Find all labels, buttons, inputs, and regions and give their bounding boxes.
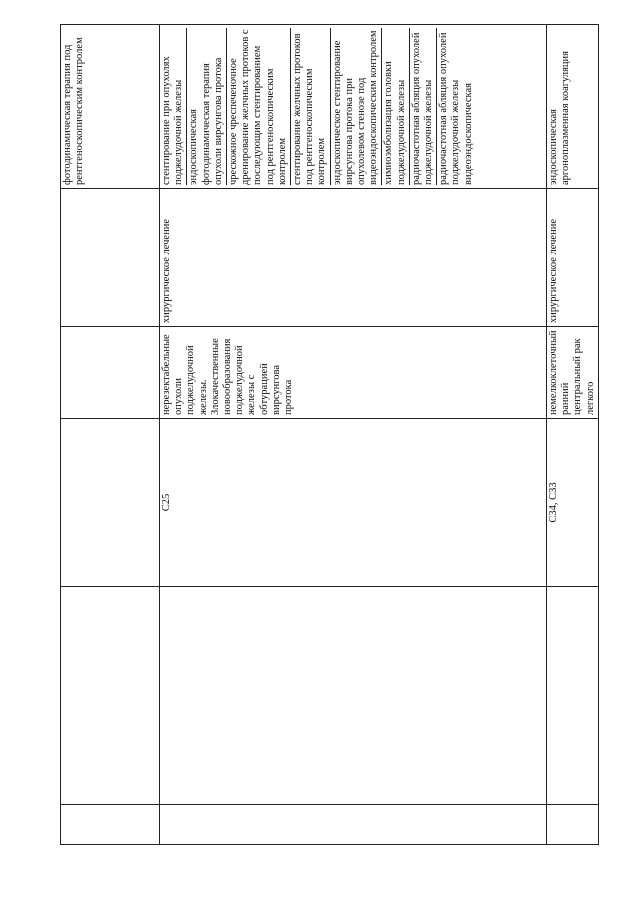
empty-group-cell	[160, 587, 547, 805]
code-cell: C34, C33	[547, 419, 599, 587]
table-row	[547, 25, 599, 845]
table-row	[160, 25, 547, 845]
empty-group-cell	[547, 587, 599, 805]
method-item: эндоскопическая фотодинамическая терапия опухоли вирсунгова протока	[187, 28, 227, 185]
method-item: фотодинамическая терапия под рентгеноскопическим контролем	[62, 37, 86, 185]
empty-number-cell	[547, 805, 599, 845]
method-item: стентирование при опухолях поджелудочной железы	[160, 28, 187, 185]
methods-cell	[61, 25, 160, 189]
method-item: радиочастотная абляция опухолей поджелудочной железы видеоэндоскопическая	[438, 32, 474, 185]
empty-number-cell	[61, 805, 160, 845]
treatment-type-cell: хирургическое лечение	[547, 189, 599, 327]
method-item: радиочастотная абляция опухолей поджелудочной железы	[410, 28, 437, 185]
method-item: эндоскопическое стентирование вирсунгова протока при опухолевом стенозе под видеоэндоскопическим контролем	[331, 28, 383, 185]
code-cell: C25	[160, 419, 547, 587]
treatment-type-cell	[61, 189, 160, 327]
method-item: чрескожное чреспеченочное дренирование желчных протоков с последующим стентированием под рентгеноскопическим контролем	[227, 28, 291, 185]
code-cell	[61, 419, 160, 587]
empty-number-cell	[160, 805, 547, 845]
methods-cell	[547, 25, 599, 189]
treatment-table	[60, 24, 599, 845]
method-item: химиоэмболизация головки поджелудочной железы	[382, 28, 409, 185]
rotated-table-container	[60, 25, 596, 845]
empty-group-cell	[61, 587, 160, 805]
treatment-type-cell: хирургическое лечение	[160, 189, 547, 327]
diagnosis-cell	[61, 327, 160, 419]
method-item: эндоскопическая аргоноплазменная коагуляция	[548, 51, 572, 185]
method-item: стентирование желчных протоков под рентгеноскопическим контролем	[291, 28, 331, 185]
table-row	[61, 25, 160, 845]
methods-cell	[160, 25, 547, 189]
diagnosis-cell: немелкоклеточный ранний центральный рак легкого	[547, 327, 599, 419]
diagnosis-cell: нерезектабельные опухоли поджелудочной железы. Злокачественные новообразования поджелудочной железы с обтурацией вирсунгова протока	[160, 327, 547, 419]
